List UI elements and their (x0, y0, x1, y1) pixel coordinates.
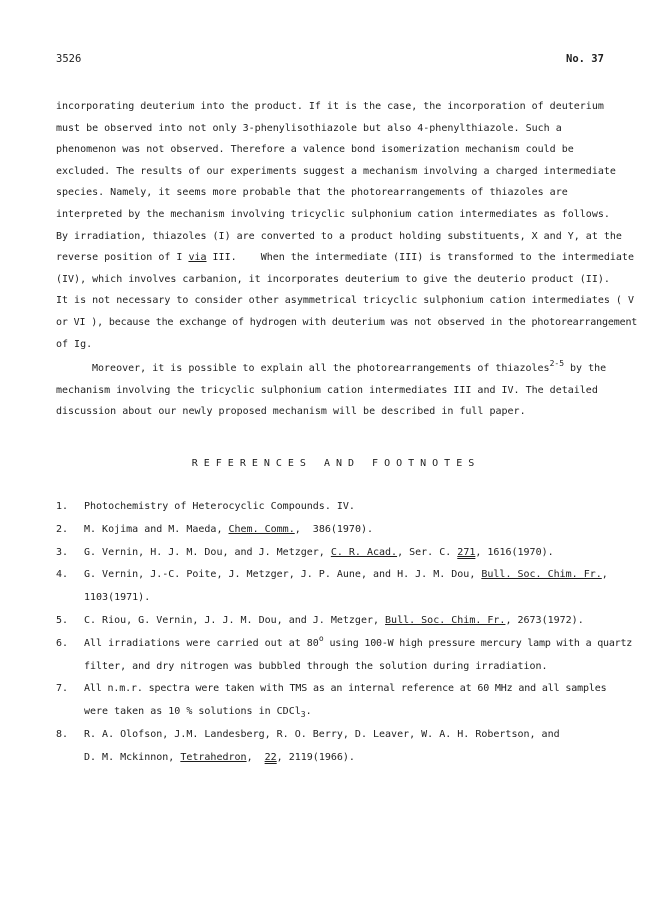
reference-number: 5. (56, 614, 69, 626)
journal-name: C. R. Acad. (330, 546, 398, 558)
reference-item (56, 724, 626, 770)
reference-item (56, 542, 626, 565)
reference-text (84, 564, 626, 587)
reference-text (84, 519, 626, 542)
body-line: species. Namely, it seems more probable that the photorearrangements of thiazoles are (56, 187, 568, 199)
body-line: or VI ), because the exchange of hydrogen with deuterium was not observed in the photorearrangement (56, 316, 638, 328)
reference-item (56, 564, 626, 610)
body-line: mechanism involving the tricyclic sulphonium cation intermediates III and IV. The detailed (56, 384, 598, 396)
body-line: incorporating deuterium into the product. If it is the case, the incorporation of deuterium (56, 101, 604, 112)
reference-authors: D. M. Mckinnon, (84, 751, 181, 763)
reference-separator: , (246, 751, 265, 763)
body-line: It is not necessary to consider other asymmetrical tricyclic sulphonium cation intermediates ( V (56, 295, 634, 307)
reference-text: Photochemistry of Heterocyclic Compounds. IV. (84, 501, 355, 512)
body-text-span: reverse position of I (56, 252, 189, 264)
body-line (56, 358, 616, 380)
body-line: of Ig. (56, 338, 93, 350)
body-line: (IV), which involves carbanion, it incorporates deuterium to give the deuterio product (II). (56, 273, 610, 285)
reference-citation: , 2119(1966). (276, 751, 355, 763)
reference-number: 2. (56, 523, 69, 535)
reference-item (56, 633, 633, 679)
body-line (56, 247, 634, 269)
journal-name: Bull. Soc. Chim. Fr. (385, 614, 506, 626)
body-paragraph (56, 96, 638, 423)
degree-superscript: o (318, 633, 324, 643)
reference-item (56, 519, 626, 542)
reference-authors: C. Riou, G. Vernin, J. J. M. Dou, and J. Metzger, (84, 614, 386, 626)
journal-name: Tetrahedron (180, 751, 247, 763)
reference-number: 3. (56, 546, 69, 558)
reference-text: All n.m.r. spectra were taken with TMS as an internal reference at 60 MHz and all samples (84, 683, 607, 695)
reference-text-span: using 100-W high pressure mercury lamp with a quartz (323, 637, 633, 649)
references-heading: REFERENCES AND FOOTNOTES (191, 458, 481, 469)
reference-number: 1. (56, 501, 69, 512)
reference-citation: , 2673(1972). (505, 614, 584, 626)
reference-citation: , (601, 569, 608, 581)
body-text-span: Moreover, it is possible to explain all the photorearrangements of thiazoles (92, 363, 550, 375)
reference-item (56, 678, 626, 724)
body-line: interpreted by the mechanism involving tricyclic sulphonium cation intermediates as follows. (56, 208, 610, 220)
reference-text-span: All irradiations were carried out at 80 (84, 637, 319, 649)
reference-authors: G. Vernin, J.-C. Poite, J. Metzger, J. P. Aune, and H. J. M. Dou, (84, 569, 482, 581)
reference-text-span: . (305, 706, 312, 718)
reference-item (56, 610, 626, 633)
body-line: must be observed into not only 3-phenylisothiazole but also 4-phenylthiazole. Such a (56, 122, 562, 134)
reference-authors: M. Kojima and M. Maeda, (84, 523, 229, 535)
page-number: 3526 (56, 53, 82, 65)
reference-text (84, 542, 626, 565)
volume-number: 271 (457, 546, 476, 558)
reference-text (84, 610, 626, 633)
journal-name: Bull. Soc. Chim. Fr. (481, 569, 602, 581)
via-underlined: via (188, 252, 207, 264)
reference-continuation (84, 701, 626, 724)
body-text-span: by the (564, 363, 607, 375)
reference-list (56, 496, 633, 770)
reference-continuation: filter, and dry nitrogen was bubbled through the solution during irradiation. (84, 660, 548, 672)
reference-text: R. A. Olofson, J.M. Landesberg, R. O. Berry, D. Leaver, W. A. H. Robertson, and (84, 728, 560, 740)
subscript: 3 (300, 710, 306, 720)
reference-item (56, 496, 626, 519)
reference-text (84, 633, 633, 656)
body-line: excluded. The results of our experiments suggest a mechanism involving a charged intermediate (56, 165, 616, 177)
journal-name: Chem. Comm. (228, 523, 295, 535)
reference-series: , Ser. C. (397, 546, 458, 558)
reference-continuation (84, 747, 626, 770)
reference-text-span: were taken as 10 % solutions in CDCl (84, 706, 301, 718)
reference-number: 6. (56, 637, 69, 649)
body-text-span: III. When the intermediate (III) is transformed to the intermediate (206, 252, 634, 264)
body-line: discussion about our newly proposed mechanism will be described in full paper. (56, 406, 526, 418)
reference-number: 8. (56, 728, 69, 740)
reference-citation: , 1616(1970). (475, 546, 554, 558)
reference-citation: , 386(1970). (294, 523, 374, 535)
reference-authors: G. Vernin, H. J. M. Dou, and J. Metzger, (84, 546, 331, 558)
body-line: By irradiation, thiazoles (I) are converted to a product holding substituents, X and Y, at the (56, 230, 622, 242)
reference-continuation: 1103(1971). (84, 592, 151, 604)
issue-number: No. 37 (566, 53, 604, 65)
volume-number: 22 (264, 751, 277, 763)
reference-superscript: 2-5 (549, 359, 565, 369)
reference-number: 4. (56, 569, 69, 581)
reference-number: 7. (56, 683, 69, 695)
body-line: phenomenon was not observed. Therefore a valence bond isomerization mechanism could be (56, 144, 574, 156)
